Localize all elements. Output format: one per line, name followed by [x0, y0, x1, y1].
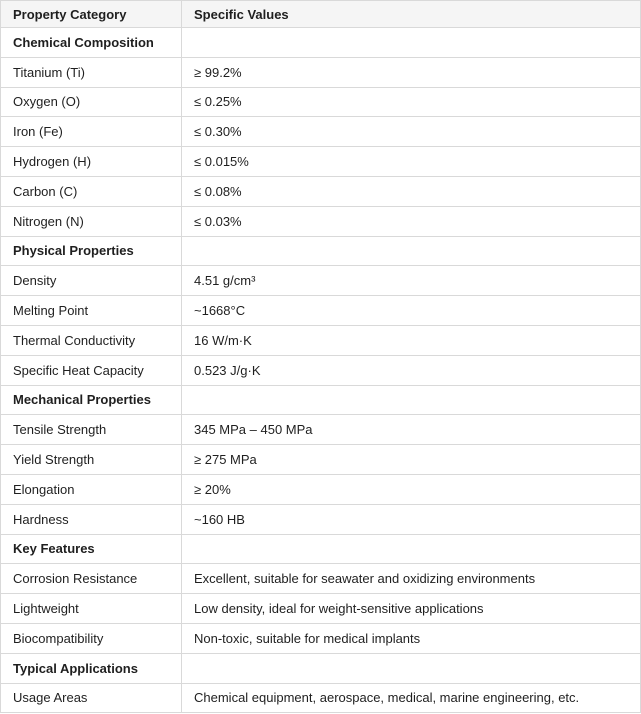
property-value: ~1668°C — [182, 296, 641, 326]
table-row — [1, 564, 641, 594]
property-value: ≤ 0.25% — [182, 87, 641, 117]
property-value — [182, 236, 641, 266]
table-row — [1, 57, 641, 87]
property-name: Biocompatibility — [1, 623, 182, 653]
property-name: Corrosion Resistance — [1, 564, 182, 594]
table-row — [1, 415, 641, 445]
property-name: Usage Areas — [1, 683, 182, 713]
section-row — [1, 28, 641, 58]
property-name: Nitrogen (N) — [1, 206, 182, 236]
header-specific-values: Specific Values — [182, 1, 641, 28]
table-row — [1, 206, 641, 236]
property-name: Hydrogen (H) — [1, 147, 182, 177]
table-row — [1, 355, 641, 385]
property-name: Thermal Conductivity — [1, 325, 182, 355]
header-property-category: Property Category — [1, 1, 182, 28]
property-name: Iron (Fe) — [1, 117, 182, 147]
section-row — [1, 236, 641, 266]
table-row — [1, 176, 641, 206]
property-name: Titanium (Ti) — [1, 57, 182, 87]
section-title: Chemical Composition — [1, 28, 182, 58]
property-value: ~160 HB — [182, 504, 641, 534]
property-value: 0.523 J/g·K — [182, 355, 641, 385]
property-name: Tensile Strength — [1, 415, 182, 445]
property-value: ≤ 0.015% — [182, 147, 641, 177]
property-value — [182, 385, 641, 415]
table-row — [1, 266, 641, 296]
property-value: 4.51 g/cm³ — [182, 266, 641, 296]
table-row — [1, 594, 641, 624]
property-value: ≤ 0.08% — [182, 176, 641, 206]
property-value — [182, 28, 641, 58]
section-title: Physical Properties — [1, 236, 182, 266]
property-value: 16 W/m·K — [182, 325, 641, 355]
table-row — [1, 474, 641, 504]
section-title: Typical Applications — [1, 653, 182, 683]
property-name: Elongation — [1, 474, 182, 504]
table-row — [1, 296, 641, 326]
table-row — [1, 87, 641, 117]
table-row — [1, 504, 641, 534]
section-row — [1, 653, 641, 683]
property-value: ≥ 275 MPa — [182, 445, 641, 475]
property-name: Lightweight — [1, 594, 182, 624]
property-value: ≤ 0.30% — [182, 117, 641, 147]
property-value: 345 MPa – 450 MPa — [182, 415, 641, 445]
section-title: Mechanical Properties — [1, 385, 182, 415]
property-name: Specific Heat Capacity — [1, 355, 182, 385]
property-value: Excellent, suitable for seawater and oxidizing environments — [182, 564, 641, 594]
property-name: Melting Point — [1, 296, 182, 326]
table-row — [1, 445, 641, 475]
property-name: Carbon (C) — [1, 176, 182, 206]
property-name: Density — [1, 266, 182, 296]
table-row — [1, 623, 641, 653]
property-value: ≥ 99.2% — [182, 57, 641, 87]
section-row — [1, 385, 641, 415]
table-row — [1, 325, 641, 355]
property-value — [182, 534, 641, 564]
table-body — [1, 28, 641, 713]
section-title: Key Features — [1, 534, 182, 564]
property-value — [182, 653, 641, 683]
property-name: Oxygen (O) — [1, 87, 182, 117]
section-row — [1, 534, 641, 564]
property-name: Hardness — [1, 504, 182, 534]
property-value: ≥ 20% — [182, 474, 641, 504]
property-name: Yield Strength — [1, 445, 182, 475]
table-row — [1, 147, 641, 177]
table-row — [1, 683, 641, 713]
property-value: Chemical equipment, aerospace, medical, marine engineering, etc. — [182, 683, 641, 713]
table-header-row — [1, 1, 641, 28]
property-value: ≤ 0.03% — [182, 206, 641, 236]
property-value: Non-toxic, suitable for medical implants — [182, 623, 641, 653]
property-value: Low density, ideal for weight-sensitive applications — [182, 594, 641, 624]
table-row — [1, 117, 641, 147]
